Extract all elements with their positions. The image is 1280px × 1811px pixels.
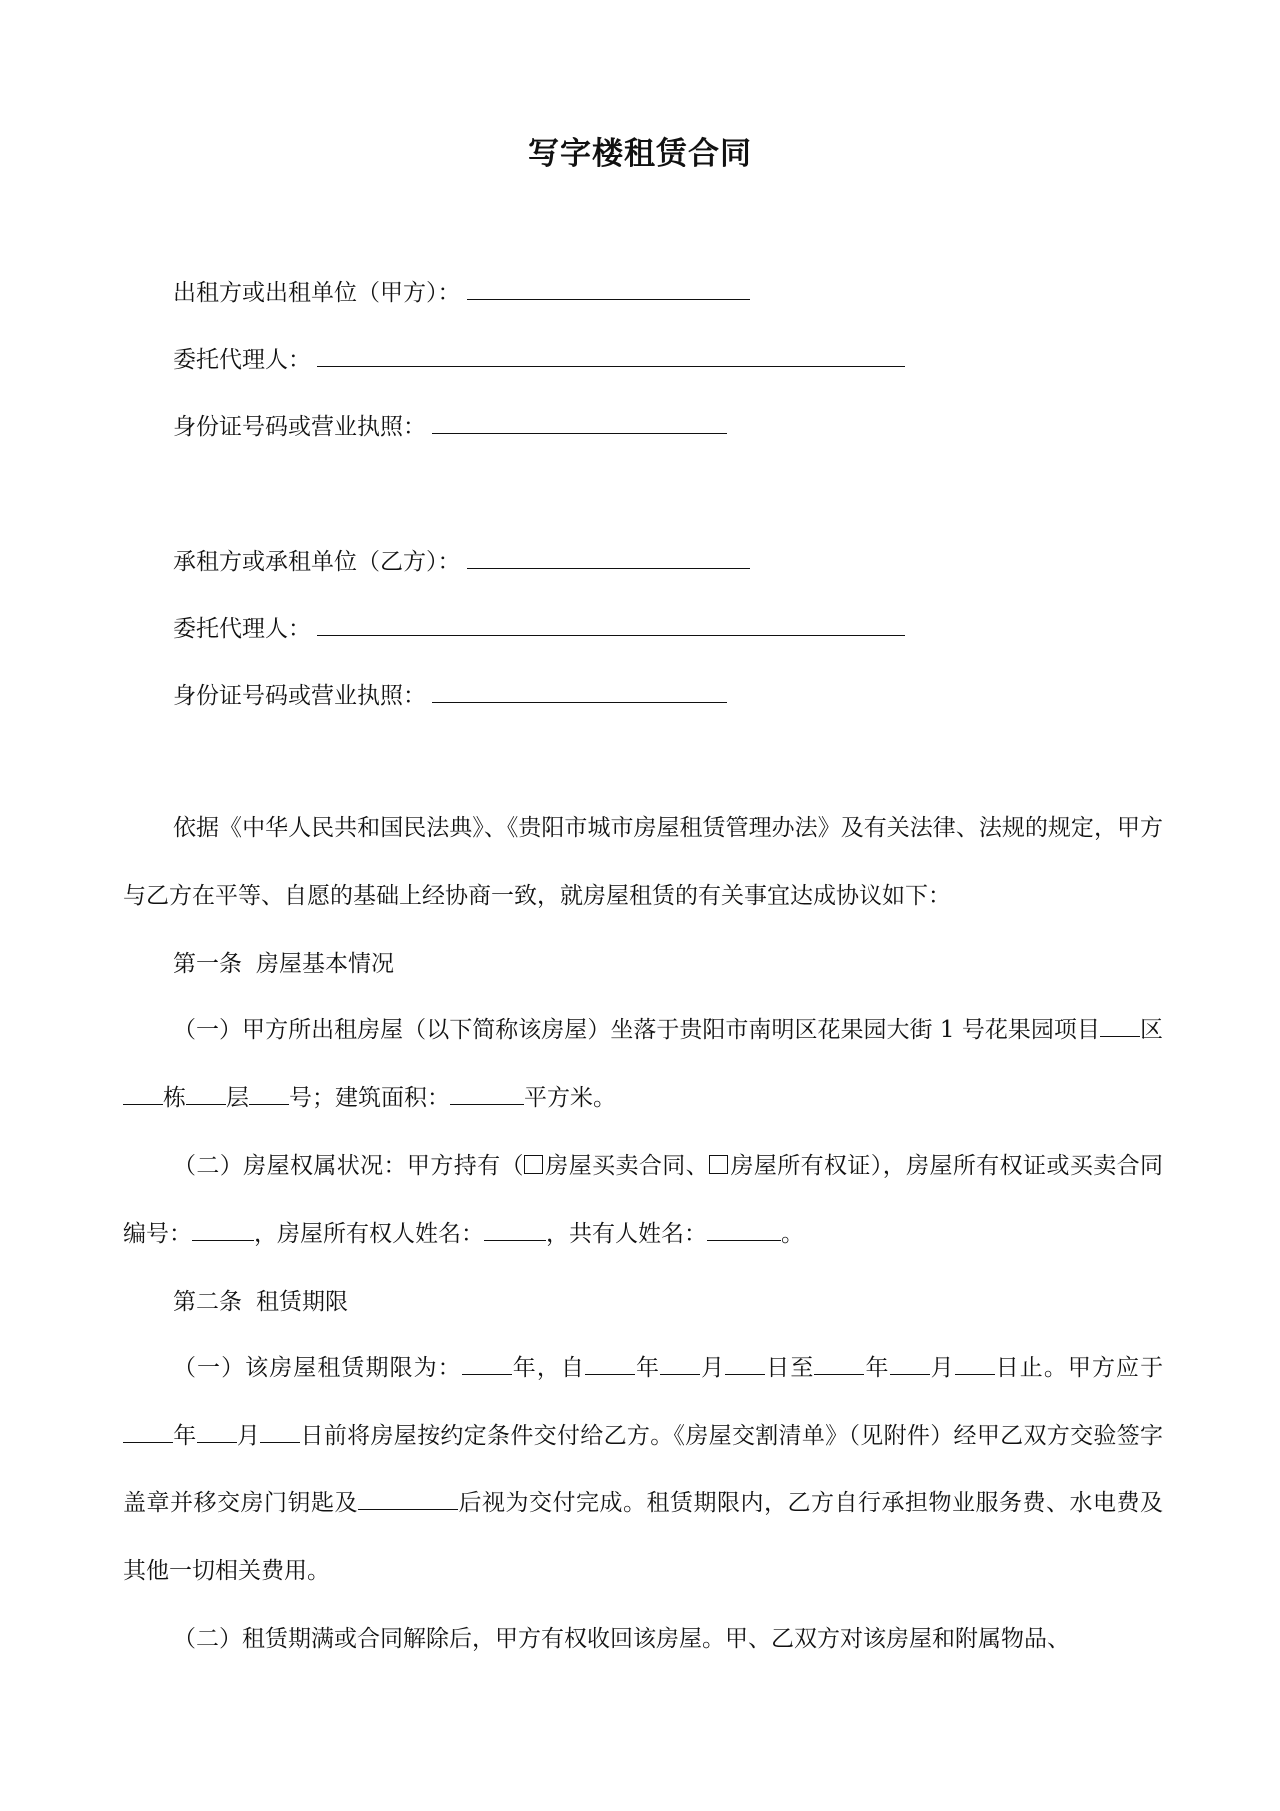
article-1-number: 第一条: [173, 951, 242, 977]
clause-text: 月: [236, 1422, 261, 1449]
party-a-id-field[interactable]: [432, 411, 727, 434]
party-a-name-field[interactable]: [467, 277, 750, 300]
delivery-year-blank[interactable]: [123, 1422, 173, 1443]
clause-text: 月: [700, 1355, 726, 1381]
sale-contract-checkbox[interactable]: [524, 1155, 543, 1174]
end-day-blank[interactable]: [955, 1354, 995, 1375]
clause-text: （二）房屋权属状况：甲方持有（: [173, 1153, 524, 1179]
clause-text: 后视为交付完成。租赁期限内，乙方自行承担物业服务费、水电费及其他一切相关费用。: [123, 1490, 1163, 1584]
area-blank[interactable]: [450, 1084, 524, 1105]
clause-text: 。: [781, 1220, 804, 1247]
preamble-text: 依据《中华人民共和国民法典》、《贵阳市城市房屋租赁管理办法》及有关法律、法规的规定，甲方与乙方在平等、自愿的基础上经协商一致，就房屋租赁的有关事宜达成协议如下：: [123, 815, 1163, 909]
article-2-heading: [173, 1287, 348, 1317]
delivery-day-blank[interactable]: [260, 1422, 300, 1443]
start-year-blank[interactable]: [585, 1354, 635, 1375]
article-2-clause-2: [123, 1606, 1163, 1674]
clause-text: （一）该房屋租赁期限为：: [173, 1355, 462, 1381]
clause-text: 日止。甲方应于: [994, 1355, 1164, 1381]
party-b-id-line: [173, 680, 727, 711]
clause-text: 年: [634, 1355, 661, 1381]
party-b-name-label: 承租方或承租单位（乙方）：: [173, 549, 461, 575]
article-1-clause-2: [123, 1133, 1163, 1268]
clause-text: 号；建筑面积：: [289, 1084, 450, 1111]
clause-text: 日前将房屋按约定条件交付给乙方。《房屋交割清单》（见附件）经甲乙双方交验签字盖章并移交房门钥匙及: [123, 1422, 1164, 1516]
clause-text: 区: [1139, 1017, 1164, 1043]
start-month-blank[interactable]: [660, 1354, 700, 1375]
clause-text: 栋: [163, 1084, 186, 1111]
party-a-name-label: 出租方或出租单位（甲方）：: [173, 280, 461, 306]
article-1-heading: [173, 949, 394, 979]
delivery-items-blank[interactable]: [358, 1489, 458, 1510]
unit-number-blank[interactable]: [249, 1084, 289, 1105]
party-a-agent-line: [173, 344, 905, 375]
clause-text: 月: [929, 1355, 955, 1381]
party-b-name-line: [173, 546, 750, 577]
article-1-title: 房屋基本情况: [256, 951, 394, 977]
clause-text: ，房屋所有权人姓名：: [254, 1220, 484, 1247]
owner-name-blank[interactable]: [484, 1220, 546, 1241]
preamble-paragraph: [123, 795, 1163, 930]
clause-text: 年: [864, 1355, 890, 1381]
start-day-blank[interactable]: [725, 1354, 765, 1375]
party-b-id-label: 身份证号码或营业执照：: [173, 683, 426, 709]
clause-text: 房屋买卖合同、: [544, 1153, 710, 1179]
article-1-clause-1: [123, 997, 1163, 1132]
clause-text: 年，自: [511, 1355, 585, 1381]
clause-text: 日至: [765, 1355, 815, 1381]
co-owner-name-blank[interactable]: [707, 1220, 781, 1241]
floor-blank[interactable]: [186, 1084, 226, 1105]
party-a-agent-label: 委托代理人：: [173, 347, 311, 373]
party-a-id-label: 身份证号码或营业执照：: [173, 414, 426, 440]
party-b-name-field[interactable]: [467, 546, 750, 569]
party-a-name-line: [173, 277, 750, 308]
party-b-agent-label: 委托代理人：: [173, 616, 311, 642]
clause-text: ，共有人姓名：: [546, 1220, 707, 1247]
document-title: 写字楼租赁合同: [528, 136, 752, 172]
ownership-certificate-checkbox[interactable]: [709, 1155, 728, 1174]
term-years-blank[interactable]: [462, 1354, 512, 1375]
article-2-title: 租赁期限: [256, 1289, 348, 1315]
party-b-agent-line: [173, 613, 905, 644]
district-blank[interactable]: [1100, 1016, 1140, 1037]
certificate-number-blank[interactable]: [192, 1220, 254, 1241]
clause-text: （一）甲方所出租房屋（以下简称该房屋）坐落于贵阳市南明区花果园大街 1 号花果园项目: [173, 1017, 1100, 1043]
delivery-month-blank[interactable]: [197, 1422, 237, 1443]
party-b-agent-field[interactable]: [317, 613, 905, 636]
article-2-clause-1: [123, 1335, 1163, 1605]
end-year-blank[interactable]: [814, 1354, 864, 1375]
party-a-id-line: [173, 411, 727, 442]
article-2-number: 第二条: [173, 1289, 242, 1315]
clause-text: 房屋所有权证），房屋所有权证或买卖合同编号：: [123, 1153, 1164, 1247]
party-a-agent-field[interactable]: [317, 344, 905, 367]
building-blank[interactable]: [123, 1084, 163, 1105]
clause-text: （二）租赁期满或合同解除后，甲方有权收回该房屋。甲、乙双方对该房屋和附属物品、: [173, 1626, 1070, 1652]
end-month-blank[interactable]: [890, 1354, 930, 1375]
clause-text: 平方米。: [524, 1084, 616, 1111]
clause-text: 层: [226, 1084, 249, 1111]
clause-text: 年: [173, 1422, 197, 1449]
party-b-id-field[interactable]: [432, 680, 727, 703]
